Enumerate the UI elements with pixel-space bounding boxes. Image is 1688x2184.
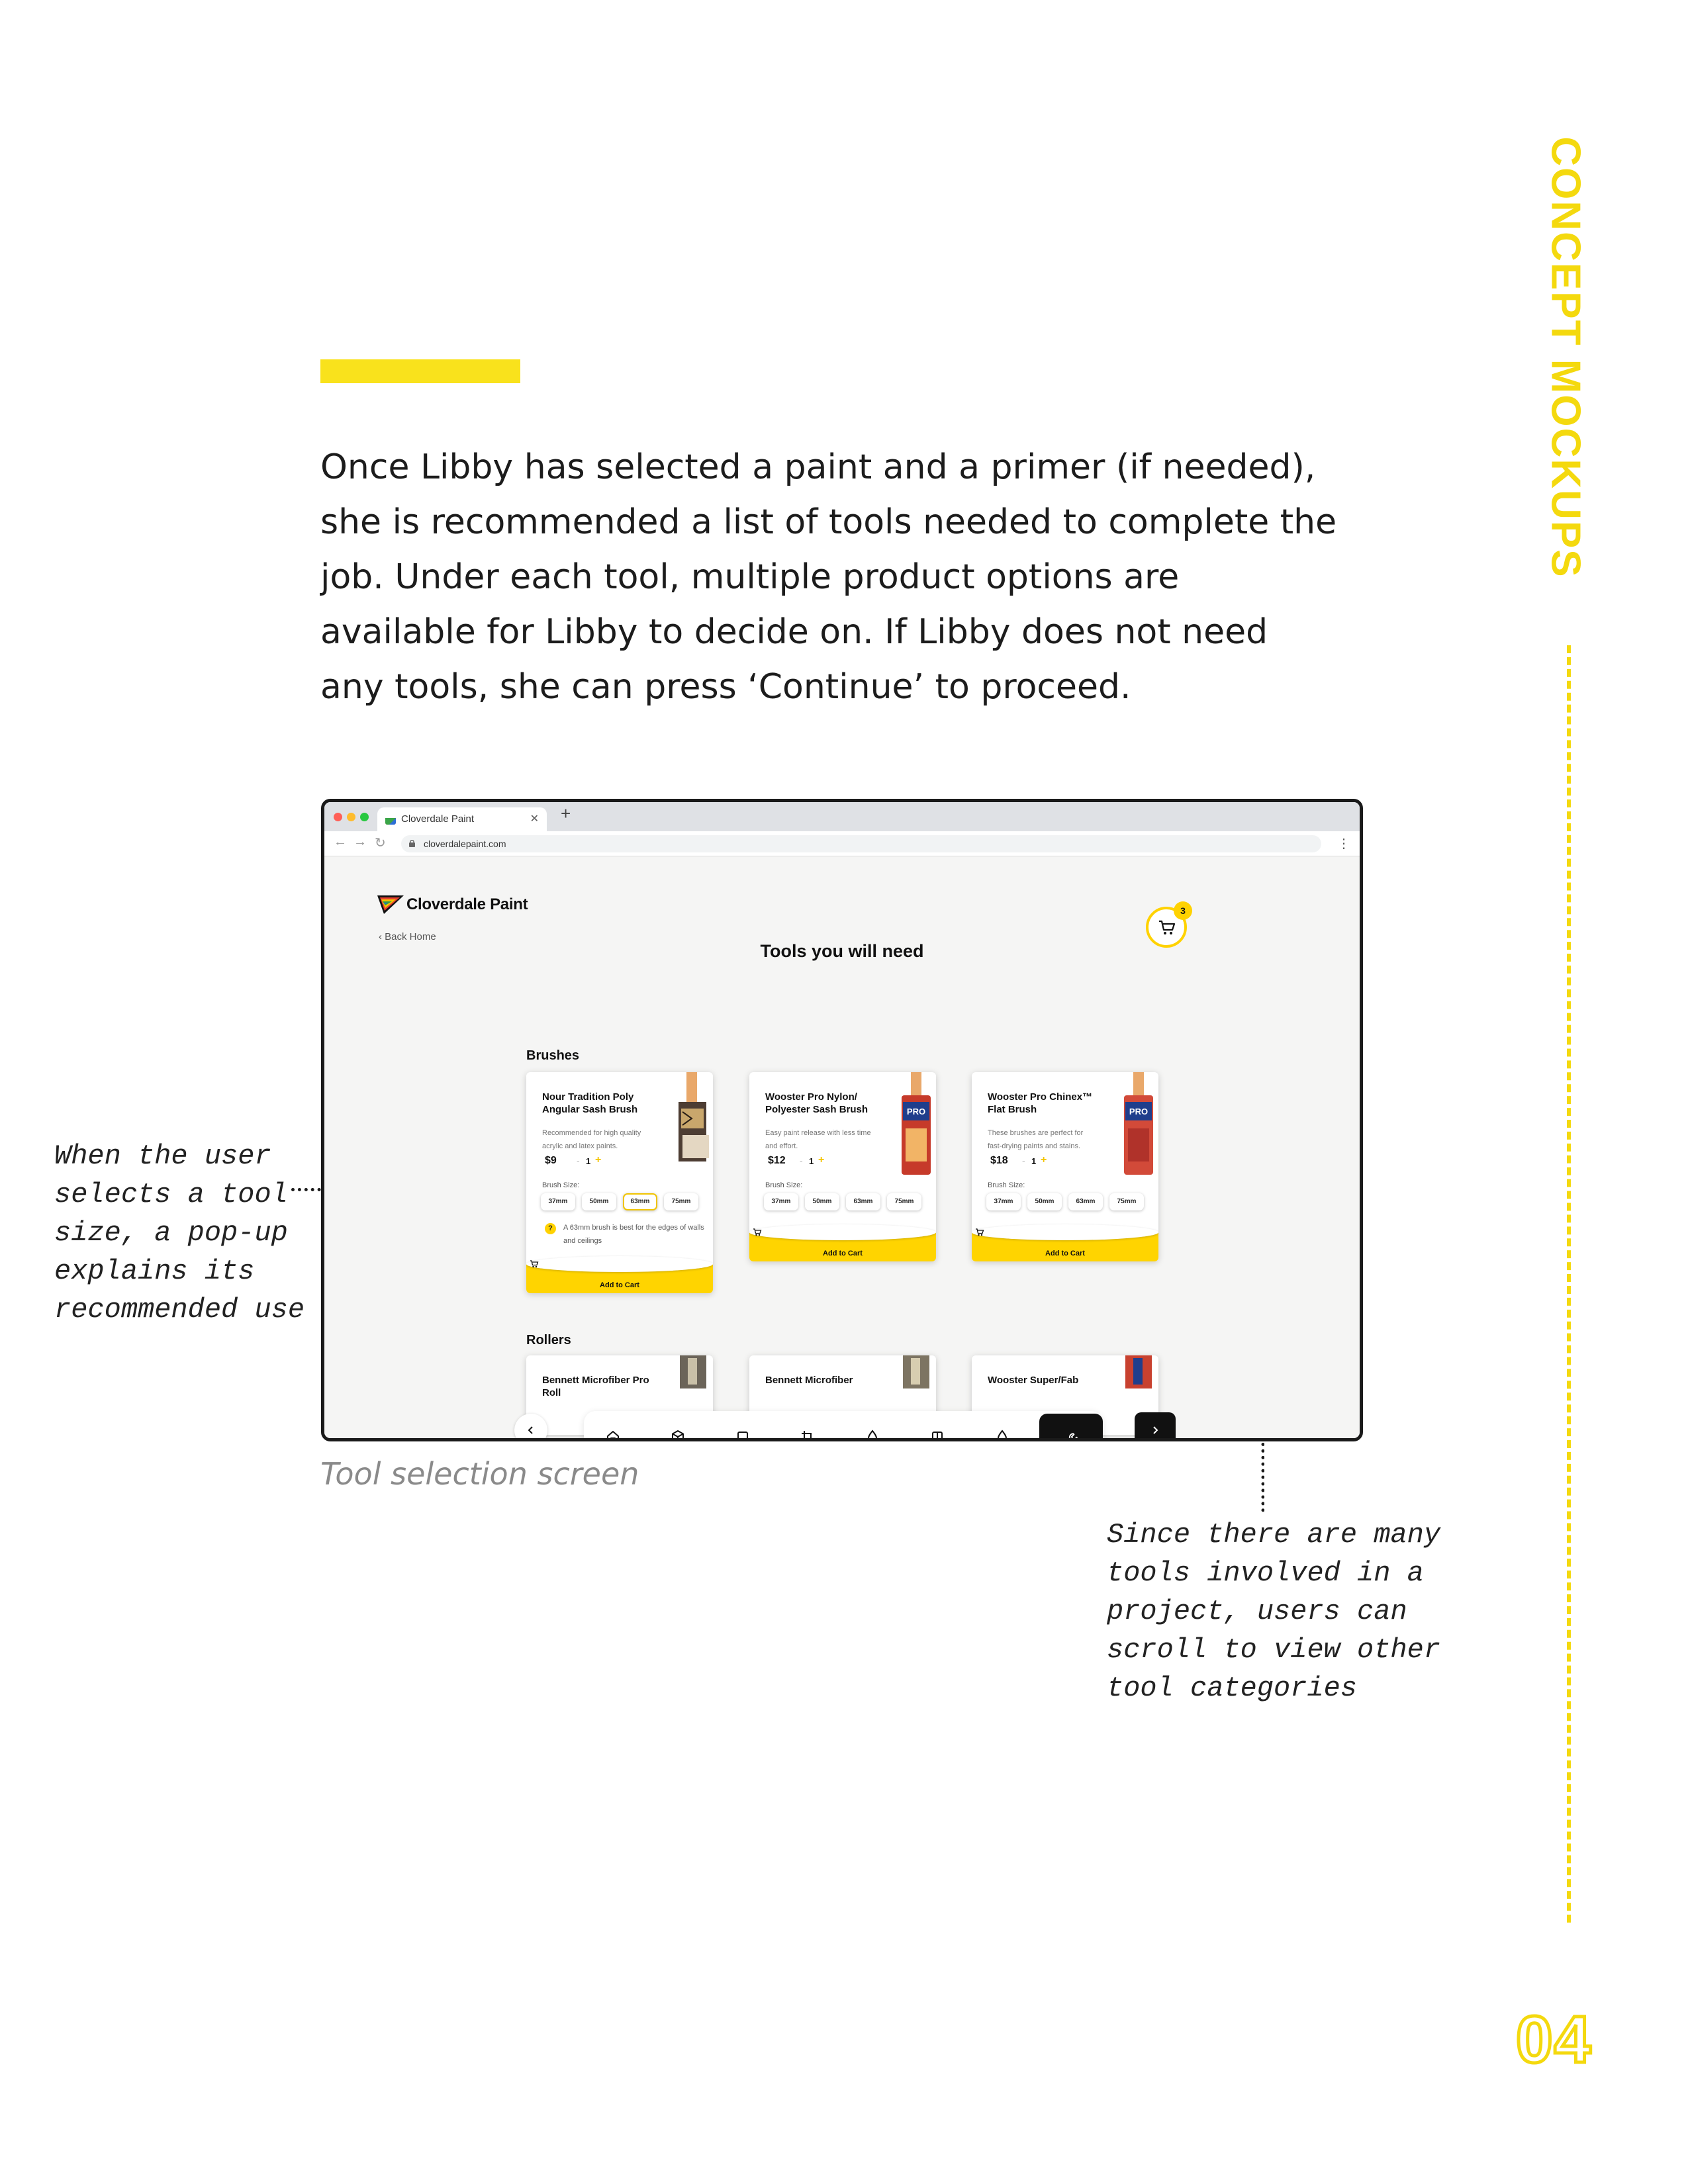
continue-button[interactable] — [1135, 1412, 1176, 1441]
step-compare[interactable] — [919, 1419, 956, 1441]
qty-value: 1 — [1031, 1156, 1037, 1166]
brush-product-image — [667, 1072, 713, 1181]
browser-menu-icon[interactable]: ⋮ — [1337, 837, 1350, 851]
cart-icon — [972, 1224, 1158, 1240]
size-chip-63mm[interactable]: 63mm — [623, 1193, 657, 1210]
back-arrow-icon[interactable]: ← — [334, 835, 347, 849]
window-close-dot[interactable] — [334, 813, 342, 821]
qty-value: 1 — [809, 1156, 814, 1166]
size-chip-37mm[interactable]: 37mm — [764, 1193, 798, 1210]
qty-decrease-button[interactable]: - — [577, 1156, 580, 1166]
add-to-cart-label: Add to Cart — [600, 1281, 639, 1289]
product-description: Recommended for high quality acrylic and latex paints. — [542, 1129, 641, 1150]
qty-increase-button[interactable]: + — [818, 1154, 825, 1165]
product-card-brush-2[interactable] — [749, 1072, 936, 1261]
size-chip-50mm[interactable]: 50mm — [805, 1193, 839, 1210]
size-label: Brush Size: — [988, 1181, 1025, 1189]
columns-icon — [929, 1429, 945, 1441]
size-chip-75mm[interactable]: 75mm — [887, 1193, 921, 1210]
step-tools[interactable] — [1039, 1414, 1103, 1441]
step-home[interactable] — [594, 1419, 632, 1441]
browser-tab[interactable] — [377, 807, 547, 831]
section-brushes: Brushes — [526, 1048, 580, 1063]
address-bar-url: cloverdalepaint.com — [424, 839, 506, 849]
chevron-right-icon — [1150, 1426, 1160, 1435]
wrench-icon — [1062, 1431, 1080, 1441]
accent-bar — [320, 359, 520, 383]
step-paint[interactable] — [854, 1419, 891, 1441]
crop-icon — [800, 1429, 816, 1441]
cart-icon — [749, 1224, 936, 1240]
qty-decrease-button[interactable]: - — [1022, 1156, 1025, 1166]
product-name: Nour Tradition Poly Angular Sash Brush — [542, 1091, 638, 1115]
step-room[interactable] — [659, 1419, 696, 1441]
product-name: Wooster Super/Fab — [988, 1375, 1079, 1386]
product-name: Wooster Pro Nylon/ Polyester Sash Brush — [765, 1091, 868, 1115]
svg-text:PRO: PRO — [906, 1107, 926, 1116]
back-home-label: Back Home — [385, 931, 436, 942]
tab-close-icon[interactable]: ✕ — [530, 813, 539, 825]
cart-count-badge: 3 — [1174, 901, 1192, 920]
product-price: $12 — [768, 1155, 786, 1166]
new-tab-icon[interactable]: + — [561, 803, 571, 823]
section-title — [1496, 132, 1635, 582]
step-surface[interactable] — [724, 1419, 761, 1441]
product-description: Easy paint release with less time and effort. — [765, 1129, 871, 1150]
size-tip-popup: A 63mm brush is best for the edges of walls and ceilings — [563, 1224, 704, 1245]
qty-value: 1 — [586, 1156, 591, 1166]
step-primer[interactable] — [984, 1419, 1021, 1441]
address-bar[interactable] — [401, 835, 1321, 852]
product-price: $9 — [545, 1155, 557, 1166]
size-chip-37mm[interactable]: 37mm — [541, 1193, 575, 1210]
brand-name: Cloverdale Paint — [406, 895, 528, 913]
product-name: Bennett Microfiber — [765, 1375, 853, 1386]
figure-caption: Tool selection screen — [320, 1456, 639, 1492]
size-label: Brush Size: — [765, 1181, 803, 1189]
brush-product-image — [894, 1072, 936, 1181]
home-icon — [605, 1429, 621, 1441]
size-chip-50mm[interactable]: 50mm — [582, 1193, 616, 1210]
forward-arrow-icon[interactable]: → — [353, 835, 367, 849]
brush-product-image — [1116, 1072, 1158, 1181]
size-chip-50mm[interactable]: 50mm — [1027, 1193, 1062, 1210]
info-icon: ? — [545, 1223, 556, 1234]
cart-button[interactable] — [1146, 907, 1187, 948]
page-number: 04 — [1516, 2003, 1593, 2077]
favicon-icon — [385, 814, 396, 825]
cart-icon — [1158, 919, 1176, 937]
product-name: Wooster Pro Chinex™ Flat Brush — [988, 1091, 1093, 1115]
brand-logo — [377, 894, 404, 914]
size-chip-63mm[interactable]: 63mm — [1068, 1193, 1103, 1210]
add-to-cart-button[interactable] — [749, 1232, 936, 1261]
annotation-size-popup: When the user selects a tool size, a pop-up explains its recommended use — [54, 1140, 305, 1326]
section-title-text: CONCEPT MOCKUPS — [1542, 136, 1589, 578]
qty-decrease-button[interactable]: - — [800, 1156, 803, 1166]
size-chip-63mm[interactable]: 63mm — [846, 1193, 880, 1210]
step-navigation-dock — [584, 1411, 1103, 1441]
product-name: Bennett Microfiber Pro Roll — [542, 1375, 649, 1398]
lock-icon — [409, 840, 415, 847]
browser-window — [321, 799, 1363, 1441]
drop-outline-icon — [994, 1429, 1010, 1441]
add-to-cart-label: Add to Cart — [823, 1250, 863, 1257]
product-price: $18 — [990, 1155, 1008, 1166]
annotation-scroll: Since there are many tools involved in a project, users can scroll to view other tool categories — [1107, 1519, 1441, 1704]
browser-toolbar — [324, 831, 1360, 856]
product-card-brush-3[interactable] — [972, 1072, 1158, 1261]
reload-icon[interactable]: ↻ — [375, 836, 386, 850]
size-chip-37mm[interactable]: 37mm — [986, 1193, 1021, 1210]
add-to-cart-label: Add to Cart — [1045, 1250, 1085, 1257]
cart-icon — [526, 1256, 713, 1272]
roller-product-image — [1119, 1355, 1158, 1388]
size-chip-75mm[interactable]: 75mm — [1109, 1193, 1144, 1210]
roller-product-image — [896, 1355, 936, 1388]
chevron-left-icon: ‹ — [379, 931, 385, 942]
size-chip-75mm[interactable]: 75mm — [664, 1193, 698, 1210]
qty-increase-button[interactable]: + — [595, 1154, 602, 1165]
svg-text:PRO: PRO — [1129, 1107, 1149, 1116]
section-divider — [1567, 645, 1571, 1923]
qty-increase-button[interactable]: + — [1041, 1154, 1047, 1165]
cube-icon — [670, 1429, 686, 1441]
page-title: Tools you will need — [760, 941, 924, 961]
product-description: These brushes are perfect for fast-drying paints and stains. — [988, 1129, 1084, 1150]
browser-tab-bar — [324, 802, 1360, 831]
roller-product-image — [673, 1355, 713, 1388]
back-button[interactable] — [514, 1414, 547, 1441]
window-maximize-dot[interactable] — [360, 813, 369, 821]
size-label: Brush Size: — [542, 1181, 580, 1189]
browser-tab-title: Cloverdale Paint — [401, 813, 475, 825]
square-icon — [735, 1429, 751, 1441]
add-to-cart-button[interactable] — [972, 1232, 1158, 1261]
site-page — [324, 856, 1360, 1441]
drop-icon — [865, 1429, 880, 1441]
product-card-brush-1[interactable] — [526, 1072, 713, 1293]
intro-paragraph: Once Libby has selected a paint and a primer (if needed), she is recommended a list of tools needed to complete the job. Under each tool, multiple product options are available for Libby to decide on. If Libby does not need any tools, she can press ‘Continue’ to proceed. — [320, 447, 1337, 707]
section-rollers: Rollers — [526, 1333, 571, 1347]
step-measure[interactable] — [789, 1419, 826, 1441]
window-minimize-dot[interactable] — [347, 813, 355, 821]
add-to-cart-button[interactable] — [526, 1264, 713, 1293]
chevron-left-icon — [526, 1426, 536, 1435]
